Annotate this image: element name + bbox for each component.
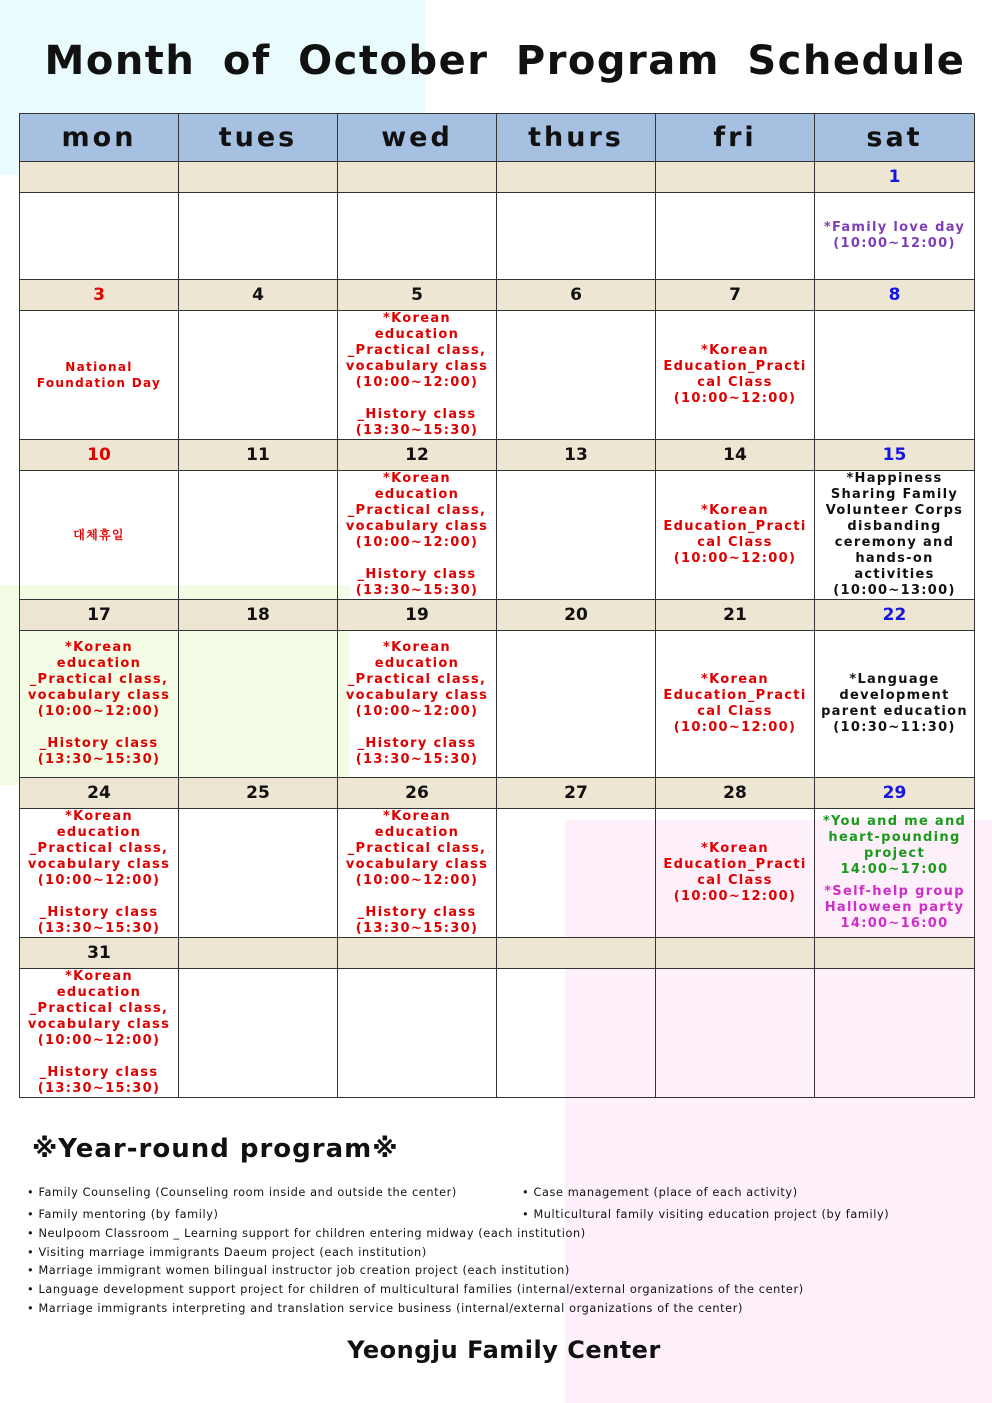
events-row <box>20 631 975 778</box>
day-cell <box>179 193 338 280</box>
date-number: 24 <box>20 778 179 809</box>
date-number: 19 <box>338 600 497 631</box>
day-cell <box>497 311 656 440</box>
date-number-row <box>20 162 975 193</box>
date-number: 14 <box>656 440 815 471</box>
day-cell <box>338 631 497 778</box>
event-text: *Korean Education_Practi cal Class (10:00~12:00) <box>663 503 807 566</box>
calendar-body <box>20 162 975 1098</box>
year-round-item: • Visiting marriage immigrants Daeum project (each institution) <box>27 1246 427 1259</box>
date-number: 8 <box>815 280 975 311</box>
date-number: 4 <box>179 280 338 311</box>
date-number <box>815 938 975 969</box>
event-text: *Korean education _Practical class, vocabulary class (10:00~12:00) _History class (13:30~15:30) <box>27 969 171 1096</box>
day-cell <box>20 969 179 1098</box>
event-text: *Korean education _Practical class, vocabulary class (10:00~12:00) _History class (13:30~15:30) <box>345 809 489 936</box>
day-cell <box>497 969 656 1098</box>
date-number: 18 <box>179 600 338 631</box>
day-cell <box>338 471 497 600</box>
day-cell <box>338 969 497 1098</box>
events-row <box>20 193 975 280</box>
weekday-header: tues <box>179 114 338 162</box>
date-number: 7 <box>656 280 815 311</box>
day-cell <box>20 809 179 938</box>
date-number: 13 <box>497 440 656 471</box>
event-text: 대체휴일 <box>73 528 125 542</box>
year-round-item: • Marriage immigrant women bilingual instructor job creation project (each institution) <box>27 1264 570 1277</box>
date-number-row <box>20 938 975 969</box>
date-number: 10 <box>20 440 179 471</box>
day-cell <box>815 471 975 600</box>
day-cell <box>179 471 338 600</box>
date-number <box>656 938 815 969</box>
day-cell <box>179 311 338 440</box>
date-number <box>179 938 338 969</box>
day-cell <box>338 193 497 280</box>
date-number <box>20 162 179 193</box>
event-text: *Korean education _Practical class, vocabulary class (10:00~12:00) _History class (13:30~15:30) <box>345 471 489 598</box>
date-number: 12 <box>338 440 497 471</box>
event-text: *Self-help group Halloween party 14:00~16:00 <box>824 884 965 931</box>
event-text: *Happiness Sharing Family Volunteer Corps disbanding ceremony and hands-on activities (10:00~13:00) <box>825 471 964 598</box>
event-text: *Korean education _Practical class, vocabulary class (10:00~12:00) _History class (13:30~15:30) <box>27 809 171 936</box>
event-text: *Language development parent education (10:30~11:30) <box>821 672 968 735</box>
date-number: 15 <box>815 440 975 471</box>
event-text: *Korean education _Practical class, vocabulary class (10:00~12:00) _History class (13:30~15:30) <box>345 311 489 438</box>
date-number <box>179 162 338 193</box>
events-row <box>20 969 975 1098</box>
calendar-table <box>19 113 975 1098</box>
day-cell <box>815 193 975 280</box>
day-cell <box>656 631 815 778</box>
day-cell <box>20 631 179 778</box>
date-number: 17 <box>20 600 179 631</box>
date-number-row <box>20 280 975 311</box>
day-cell <box>815 809 975 938</box>
event-text: *You and me and heart-pounding project 14:00~17:00 <box>822 814 967 877</box>
date-number: 27 <box>497 778 656 809</box>
date-number-row <box>20 600 975 631</box>
year-round-item: • Language development support project for children of multicultural families (internal/external organizations of the center) <box>27 1283 804 1296</box>
day-cell <box>338 311 497 440</box>
year-round-item: • Neulpoom Classroom _ Learning support for children entering midway (each institution) <box>27 1227 586 1240</box>
day-cell <box>815 631 975 778</box>
day-cell <box>338 809 497 938</box>
day-cell <box>656 809 815 938</box>
date-number <box>338 162 497 193</box>
weekday-header: fri <box>656 114 815 162</box>
event-text: *Korean education _Practical class, vocabulary class (10:00~12:00) _History class (13:30~15:30) <box>345 640 489 767</box>
day-cell <box>656 471 815 600</box>
event-text: *Korean Education_Practi cal Class (10:00~12:00) <box>663 343 807 406</box>
weekday-header: wed <box>338 114 497 162</box>
date-number: 28 <box>656 778 815 809</box>
event-text: *Korean Education_Practi cal Class (10:00~12:00) <box>663 841 807 904</box>
events-row <box>20 471 975 600</box>
date-number: 6 <box>497 280 656 311</box>
events-row <box>20 311 975 440</box>
weekday-header: mon <box>20 114 179 162</box>
day-cell <box>656 193 815 280</box>
year-round-title: ※Year-round program※ <box>32 1134 399 1164</box>
date-number-row <box>20 778 975 809</box>
year-round-item: • Case management (place of each activity) <box>522 1186 798 1199</box>
page-title: Month of October Program Schedule <box>44 38 966 84</box>
day-cell <box>20 193 179 280</box>
year-round-item: • Family mentoring (by family) <box>27 1208 219 1221</box>
year-round-item: • Family Counseling (Counseling room inside and outside the center) <box>27 1186 457 1199</box>
year-round-item: • Marriage immigrants interpreting and translation service business (internal/external organizations of the center) <box>27 1302 743 1315</box>
day-cell <box>179 809 338 938</box>
year-round-item: • Multicultural family visiting education project (by family) <box>522 1208 890 1221</box>
day-cell <box>497 471 656 600</box>
day-cell <box>497 631 656 778</box>
day-cell <box>20 311 179 440</box>
date-number: 20 <box>497 600 656 631</box>
date-number: 5 <box>338 280 497 311</box>
date-number: 3 <box>20 280 179 311</box>
date-number: 25 <box>179 778 338 809</box>
event-text: *Korean education _Practical class, vocabulary class (10:00~12:00) _History class (13:30~15:30) <box>27 640 171 767</box>
day-cell <box>179 969 338 1098</box>
footer-organization: Yeongju Family Center <box>347 1336 661 1364</box>
date-number: 11 <box>179 440 338 471</box>
weekday-header: sat <box>815 114 975 162</box>
day-cell <box>656 969 815 1098</box>
date-number <box>338 938 497 969</box>
day-cell <box>497 809 656 938</box>
date-number: 26 <box>338 778 497 809</box>
date-number: 29 <box>815 778 975 809</box>
event-text: National Foundation Day <box>36 360 162 390</box>
date-number <box>656 162 815 193</box>
weekday-header-row <box>20 114 975 162</box>
day-cell <box>815 969 975 1098</box>
date-number <box>497 938 656 969</box>
date-number: 21 <box>656 600 815 631</box>
day-cell <box>497 193 656 280</box>
day-cell <box>656 311 815 440</box>
event-text: *Family love day (10:00~12:00) <box>823 220 966 251</box>
events-row <box>20 809 975 938</box>
date-number: 31 <box>20 938 179 969</box>
day-cell <box>815 311 975 440</box>
date-number-row <box>20 440 975 471</box>
day-cell <box>179 631 338 778</box>
day-cell <box>20 471 179 600</box>
date-number <box>497 162 656 193</box>
date-number: 22 <box>815 600 975 631</box>
date-number: 1 <box>815 162 975 193</box>
weekday-header: thurs <box>497 114 656 162</box>
event-text: *Korean Education_Practi cal Class (10:00~12:00) <box>663 672 807 735</box>
